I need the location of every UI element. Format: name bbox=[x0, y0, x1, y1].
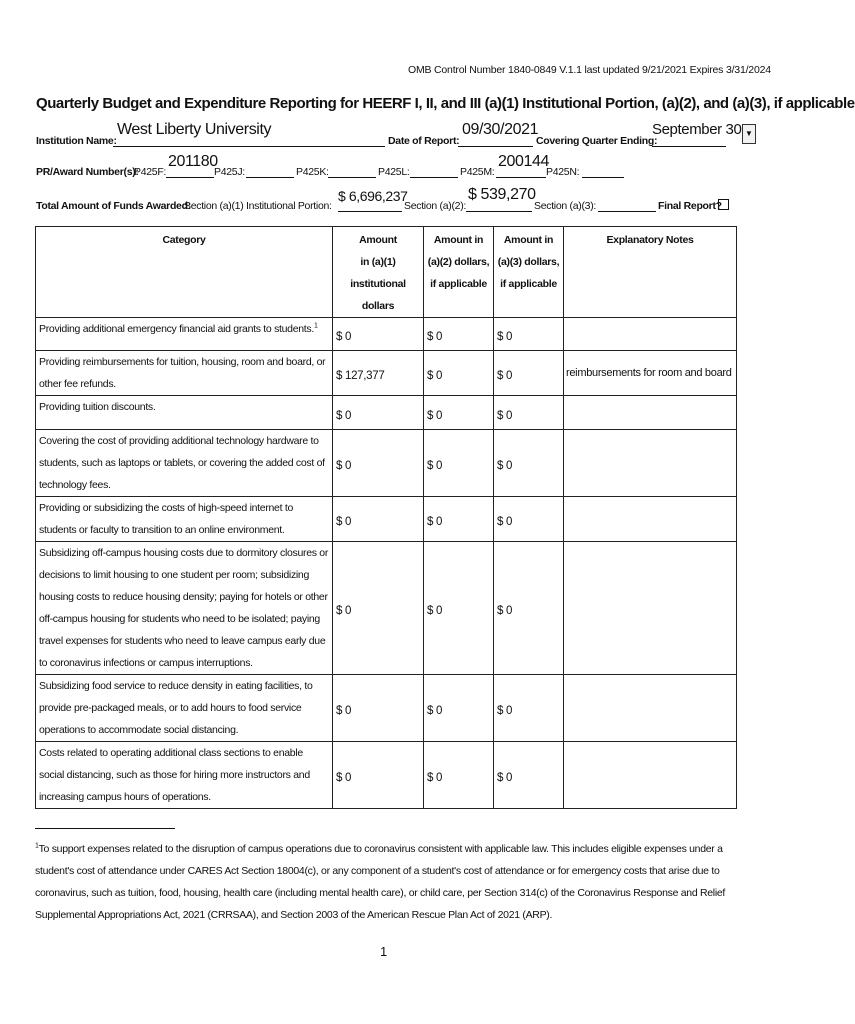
covering-quarter-underline bbox=[652, 146, 726, 147]
p425k-field[interactable] bbox=[328, 177, 376, 178]
a1-amount-field[interactable]: $ 0 bbox=[333, 430, 424, 497]
notes-field[interactable] bbox=[564, 542, 737, 675]
category-cell: Covering the cost of providing additional technology hardware to students, such as laptops or tablets, or covering the added cost of technology fees. bbox=[36, 430, 333, 497]
header-a1 bbox=[333, 227, 424, 318]
institution-name-label: Institution Name: bbox=[36, 135, 117, 147]
footnote-marker: 1 bbox=[35, 842, 39, 850]
a3-amount-field[interactable]: $ 0 bbox=[494, 318, 564, 351]
a3-amount-field[interactable]: $ 0 bbox=[494, 742, 564, 809]
table-row bbox=[36, 542, 737, 675]
a3-amount-field[interactable]: $ 0 bbox=[494, 396, 564, 430]
header-a3-line: Amount in bbox=[503, 234, 554, 246]
header-a2-line: Amount in bbox=[433, 234, 484, 246]
notes-field[interactable]: reimbursements for room and board bbox=[564, 351, 737, 396]
p425j-label: P425J: bbox=[214, 166, 245, 178]
table-header-row bbox=[36, 227, 737, 318]
a2-amount-field[interactable]: $ 0 bbox=[424, 542, 494, 675]
a1-amount-field[interactable]: $ 0 bbox=[333, 396, 424, 430]
expenditure-table bbox=[35, 226, 737, 809]
category-cell: Providing or subsidizing the costs of high-speed internet to students or faculty to transition to an online environment. bbox=[36, 497, 333, 542]
date-of-report-underline bbox=[458, 146, 533, 147]
p425f-label: P425F: bbox=[134, 166, 167, 178]
notes-field[interactable] bbox=[564, 318, 737, 351]
header-a2 bbox=[424, 227, 494, 318]
header-category: Category bbox=[36, 227, 333, 318]
notes-field[interactable] bbox=[564, 497, 737, 542]
quarter-dropdown-icon[interactable]: ▼ bbox=[742, 124, 756, 144]
p425m-field[interactable]: 200144 bbox=[498, 153, 549, 170]
a3-amount-field[interactable]: $ 0 bbox=[494, 430, 564, 497]
section-a3-field[interactable] bbox=[598, 211, 656, 212]
notes-field[interactable] bbox=[564, 430, 737, 497]
section-a2-label: Section (a)(2): bbox=[404, 200, 467, 212]
a1-amount-field[interactable]: $ 0 bbox=[333, 675, 424, 742]
section-a1-label: Section (a)(1) Institutional Portion: bbox=[184, 200, 332, 212]
a3-amount-field[interactable]: $ 0 bbox=[494, 497, 564, 542]
category-cell: Costs related to operating additional class sections to enable social distancing, such as those for hiring more instructors and increasing campus hours of operations. bbox=[36, 742, 333, 809]
institution-name-underline bbox=[113, 146, 385, 147]
form-title: Quarterly Budget and Expenditure Reporting for HEERF I, II, and III (a)(1) Institutional Portion, (a)(2), and (a)(3), if applicable bbox=[36, 95, 855, 112]
p425k-label: P425K: bbox=[296, 166, 329, 178]
omb-control-number: OMB Control Number 1840-0849 V.1.1 last updated 9/21/2021 Expires 3/31/2024 bbox=[408, 64, 771, 76]
p425l-field[interactable] bbox=[410, 177, 458, 178]
page-number: 1 bbox=[380, 944, 388, 959]
institution-name-field[interactable]: West Liberty University bbox=[117, 121, 272, 138]
table-row bbox=[36, 675, 737, 742]
table-row bbox=[36, 351, 737, 396]
a3-amount-field[interactable]: $ 0 bbox=[494, 675, 564, 742]
section-a1-underline bbox=[338, 211, 402, 212]
header-a3-line: (a)(3) dollars, bbox=[497, 256, 560, 268]
a1-amount-field[interactable]: $ 127,377 bbox=[333, 351, 424, 396]
header-a2-line: if applicable bbox=[430, 278, 487, 290]
notes-field[interactable] bbox=[564, 396, 737, 430]
a2-amount-field[interactable]: $ 0 bbox=[424, 396, 494, 430]
date-of-report-label: Date of Report: bbox=[388, 135, 460, 147]
a2-amount-field[interactable]: $ 0 bbox=[424, 351, 494, 396]
section-a2-field[interactable]: $ 539,270 bbox=[468, 186, 536, 203]
footnote-divider bbox=[35, 828, 175, 829]
a2-amount-field[interactable]: $ 0 bbox=[424, 430, 494, 497]
section-a2-underline bbox=[466, 211, 532, 212]
header-a3 bbox=[494, 227, 564, 318]
a1-amount-field[interactable]: $ 0 bbox=[333, 542, 424, 675]
p425l-label: P425L: bbox=[378, 166, 410, 178]
p425n-label: P425N: bbox=[546, 166, 580, 178]
table-row bbox=[36, 497, 737, 542]
header-notes: Explanatory Notes bbox=[564, 227, 737, 318]
category-cell: Providing tuition discounts. bbox=[36, 396, 333, 430]
p425m-label: P425M: bbox=[460, 166, 495, 178]
notes-field[interactable] bbox=[564, 742, 737, 809]
category-text: Providing additional emergency financial aid grants to students. bbox=[39, 323, 314, 335]
covering-quarter-label: Covering Quarter Ending: bbox=[536, 135, 658, 147]
category-cell: Subsidizing food service to reduce density in eating facilities, to provide pre-packaged meals, or to add hours to food service operations to accommodate social distancing. bbox=[36, 675, 333, 742]
a2-amount-field[interactable]: $ 0 bbox=[424, 318, 494, 351]
a1-amount-field[interactable]: $ 0 bbox=[333, 497, 424, 542]
footnote-text: To support expenses related to the disruption of campus operations due to coronavirus consistent with applicable law. This includes eligible expenses under a student's cost of attendance under CARES Act Section 18004(c), or any component of a student's cost of attendance or for emergency costs that arise due to coronavirus, such as tuition, food, housing, health care (including mental health care), or child care, per Section 314(c) of the Coronavirus Response and Relief Supplemental Appropriations Act, 2021 (CRRSAA), and Section 2003 of the American Rescue Plan Act of 2021 (ARP). bbox=[35, 843, 726, 921]
a2-amount-field[interactable]: $ 0 bbox=[424, 742, 494, 809]
p425m-underline bbox=[496, 177, 546, 178]
section-a1-field[interactable]: $ 6,696,237 bbox=[338, 188, 408, 204]
header-a1-line: institutional dollars bbox=[350, 278, 406, 312]
header-a1-line: in (a)(1) bbox=[360, 256, 396, 268]
header-a3-line: if applicable bbox=[500, 278, 557, 290]
p425f-field[interactable]: 201180 bbox=[168, 153, 218, 170]
covering-quarter-field[interactable]: September 30 bbox=[652, 121, 742, 138]
final-report-checkbox[interactable] bbox=[718, 199, 729, 210]
a3-amount-field[interactable]: $ 0 bbox=[494, 542, 564, 675]
table-row bbox=[36, 396, 737, 430]
a2-amount-field[interactable]: $ 0 bbox=[424, 675, 494, 742]
total-funds-label: Total Amount of Funds Awarded: bbox=[36, 200, 191, 212]
footnote bbox=[35, 838, 740, 926]
category-cell: Subsidizing off-campus housing costs due to dormitory closures or decisions to limit housing to one student per room; subsidizing housing costs to reduce housing density; paying for hotels or other off-campus housing for students who need to be isolated; paying travel expenses for students who need to leave campus early due to coronavirus infections or campus interruptions. bbox=[36, 542, 333, 675]
header-a1-line: Amount bbox=[359, 234, 397, 246]
p425f-underline bbox=[166, 177, 214, 178]
final-report-label: Final Report? bbox=[658, 200, 722, 212]
notes-field[interactable] bbox=[564, 675, 737, 742]
p425j-field[interactable] bbox=[246, 177, 294, 178]
date-of-report-field[interactable]: 09/30/2021 bbox=[462, 121, 539, 138]
table-row bbox=[36, 318, 737, 351]
award-number-label: PR/Award Number(s): bbox=[36, 166, 139, 178]
footnote-ref: 1 bbox=[313, 322, 318, 330]
a2-amount-field[interactable]: $ 0 bbox=[424, 497, 494, 542]
table-row bbox=[36, 742, 737, 809]
p425n-field[interactable] bbox=[582, 177, 624, 178]
a1-amount-field[interactable]: $ 0 bbox=[333, 742, 424, 809]
header-a2-line: (a)(2) dollars, bbox=[427, 256, 490, 268]
a1-amount-field[interactable]: $ 0 bbox=[333, 318, 424, 351]
a3-amount-field[interactable]: $ 0 bbox=[494, 351, 564, 396]
section-a3-label: Section (a)(3): bbox=[534, 200, 597, 212]
category-cell bbox=[36, 318, 333, 351]
table-row bbox=[36, 430, 737, 497]
category-cell: Providing reimbursements for tuition, housing, room and board, or other fee refunds. bbox=[36, 351, 333, 396]
